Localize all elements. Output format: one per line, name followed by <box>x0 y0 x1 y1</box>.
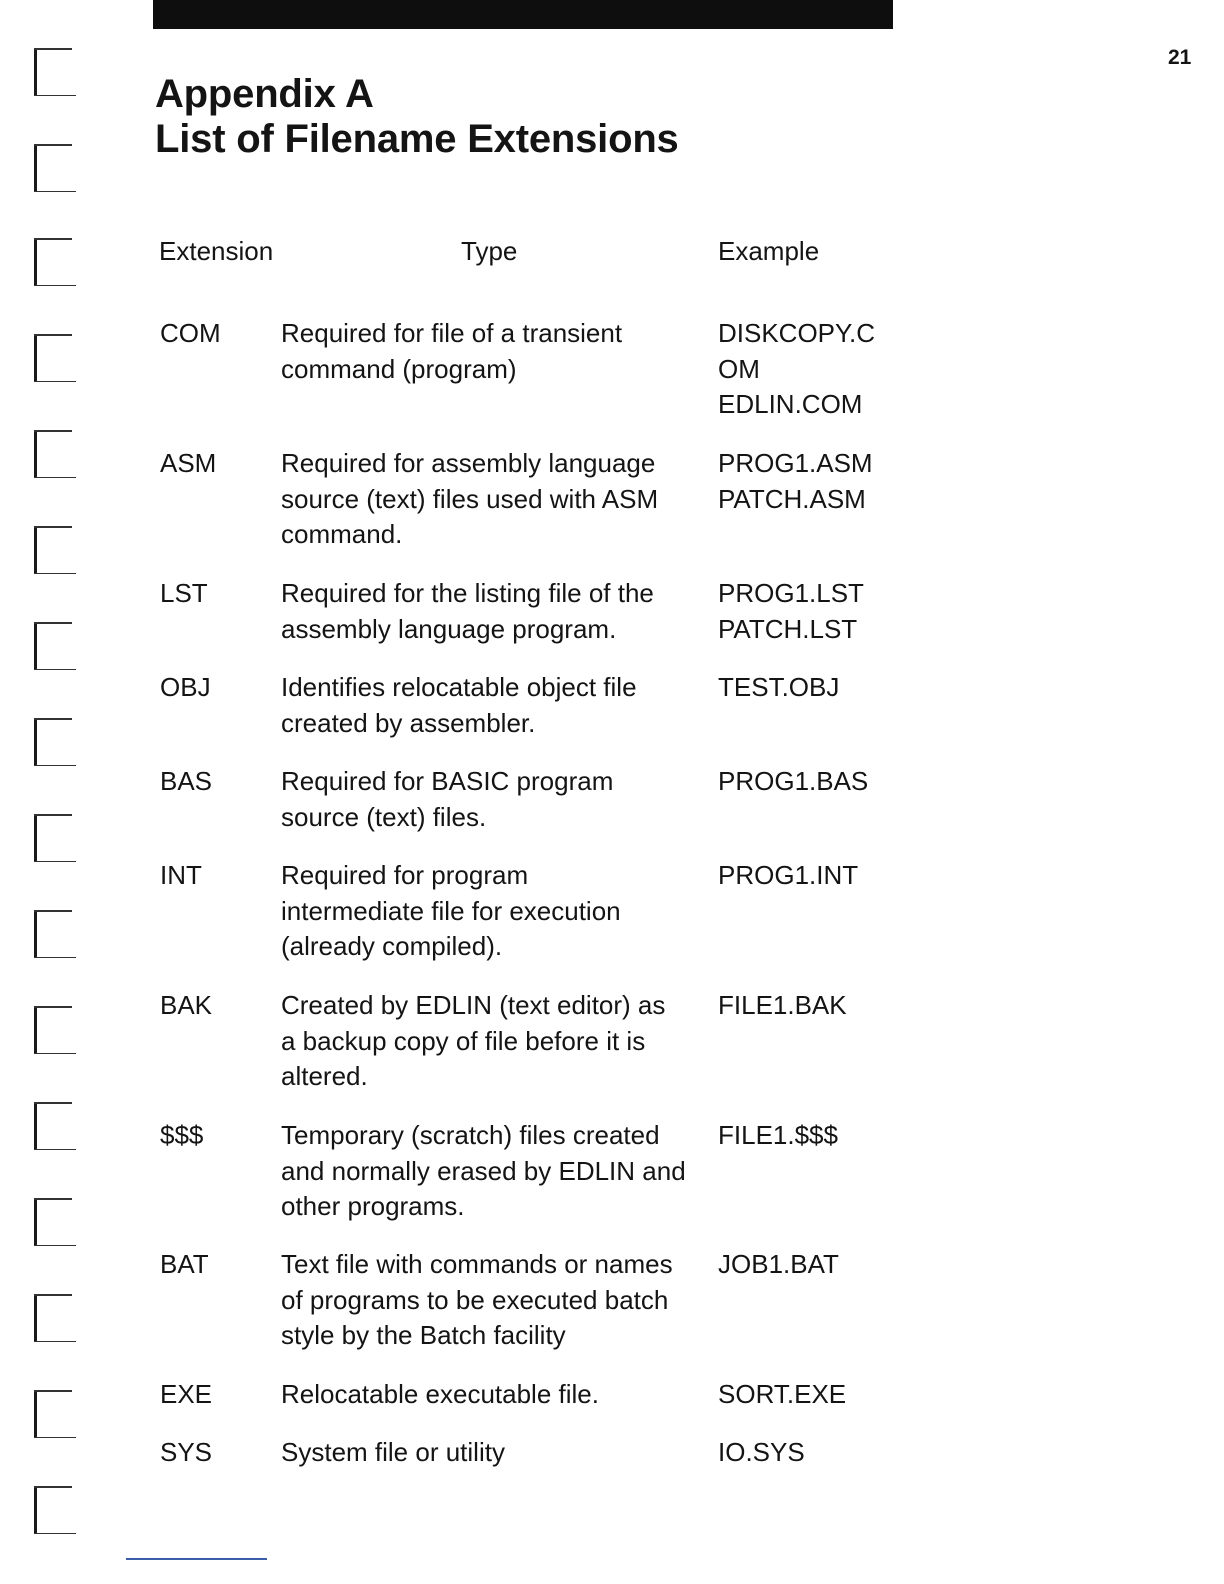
type-line: Required for assembly language <box>281 448 656 478</box>
extension-cell: EXE <box>160 1379 213 1409</box>
binder-bracket <box>34 238 78 286</box>
type-cell <box>281 670 637 741</box>
type-line: other programs. <box>281 1191 465 1221</box>
example-line: PATCH.LST <box>718 613 858 644</box>
binder-bracket <box>34 334 78 382</box>
example-cell <box>718 1435 805 1471</box>
type-cell <box>281 988 665 1095</box>
footer-rule <box>126 1558 267 1560</box>
type-cell <box>281 1435 505 1471</box>
type-cell <box>281 1377 599 1413</box>
extension-cell: SYS <box>160 1437 213 1467</box>
type-line: of programs to be executed batch <box>281 1284 669 1315</box>
type-line: Text file with commands or names <box>281 1249 673 1279</box>
type-cell <box>281 446 658 553</box>
binder-bracket <box>34 718 78 766</box>
binder-bracket <box>34 1006 78 1054</box>
type-line: Required for program <box>281 860 529 890</box>
column-header-type: Type <box>461 236 518 266</box>
title-line-1: Appendix A <box>155 72 374 116</box>
example-line: FILE1.BAK <box>718 990 847 1020</box>
example-line: PROG1.LST <box>718 578 864 608</box>
binder-bracket <box>34 622 78 670</box>
binder-bracket <box>34 144 78 192</box>
type-line: Required for the listing file of the <box>281 578 654 608</box>
example-line: DISKCOPY.C <box>718 318 876 348</box>
type-cell <box>281 1247 673 1354</box>
type-cell <box>281 1118 686 1225</box>
binder-bracket <box>34 910 78 958</box>
extension-cell: INT <box>160 860 202 890</box>
example-line: JOB1.BAT <box>718 1249 839 1279</box>
type-line: intermediate file for execution <box>281 895 621 926</box>
header-bar <box>153 0 893 29</box>
example-cell <box>718 670 839 706</box>
binder-bracket <box>34 526 78 574</box>
binder-bracket <box>34 48 78 96</box>
binder-bracket <box>34 1198 78 1246</box>
type-line: a backup copy of file before it is <box>281 1025 646 1056</box>
binder-bracket <box>34 1486 78 1534</box>
example-cell <box>718 446 873 517</box>
type-line: (already compiled). <box>281 931 503 961</box>
binder-bracket <box>34 430 78 478</box>
extension-cell: ASM <box>160 448 217 478</box>
binder-bracket <box>34 1294 78 1342</box>
column-header-example: Example <box>718 236 820 266</box>
example-line: IO.SYS <box>718 1437 805 1467</box>
extension-cell: BAT <box>160 1249 209 1279</box>
page-number: 21 <box>1168 46 1192 69</box>
type-line: assembly language program. <box>281 613 617 644</box>
example-cell <box>718 988 847 1024</box>
extension-cell: BAK <box>160 990 213 1020</box>
type-line: Relocatable executable file. <box>281 1379 599 1409</box>
example-line: PROG1.ASM <box>718 448 873 478</box>
type-line: Required for BASIC program <box>281 766 614 796</box>
example-cell <box>718 858 858 894</box>
title-line-2: List of Filename Extensions <box>155 117 679 161</box>
type-line: Created by EDLIN (text editor) as <box>281 990 666 1020</box>
type-line: Temporary (scratch) files created <box>281 1120 660 1150</box>
column-header-extension: Extension <box>159 236 274 266</box>
example-line: PATCH.ASM <box>718 483 866 514</box>
type-line: System file or utility <box>281 1437 505 1467</box>
type-line: Required for file of a transient <box>281 318 623 348</box>
extension-cell: $$$ <box>160 1120 204 1150</box>
page-title <box>155 72 679 162</box>
extension-cell: BAS <box>160 766 213 796</box>
example-line: PROG1.BAS <box>718 766 869 796</box>
example-cell <box>718 316 875 423</box>
type-line: style by the Batch facility <box>281 1320 566 1350</box>
extension-cell: LST <box>160 578 208 608</box>
type-cell <box>281 576 654 647</box>
binder-bracket <box>34 1390 78 1438</box>
example-line: SORT.EXE <box>718 1379 847 1409</box>
type-line: and normally erased by EDLIN and <box>281 1155 686 1186</box>
type-line: Identifies relocatable object file <box>281 672 637 702</box>
example-line: OM <box>718 353 760 384</box>
example-cell <box>718 576 864 647</box>
type-cell <box>281 316 622 387</box>
example-cell <box>718 1377 846 1413</box>
type-cell <box>281 764 613 835</box>
example-line: PROG1.INT <box>718 860 859 890</box>
example-line: EDLIN.COM <box>718 389 863 419</box>
example-cell <box>718 1118 838 1154</box>
binder-bracket <box>34 814 78 862</box>
type-line: command (program) <box>281 353 517 384</box>
type-cell <box>281 858 621 965</box>
type-line: source (text) files. <box>281 801 487 832</box>
example-cell <box>718 1247 839 1283</box>
extension-cell: OBJ <box>160 672 211 702</box>
example-cell <box>718 764 868 800</box>
example-line: FILE1.$$$ <box>718 1120 838 1150</box>
type-line: altered. <box>281 1061 368 1091</box>
type-line: created by assembler. <box>281 707 536 738</box>
type-line: command. <box>281 519 403 549</box>
extension-cell: COM <box>160 318 221 348</box>
binder-bracket <box>34 1102 78 1150</box>
type-line: source (text) files used with ASM <box>281 483 659 514</box>
example-line: TEST.OBJ <box>718 672 840 702</box>
